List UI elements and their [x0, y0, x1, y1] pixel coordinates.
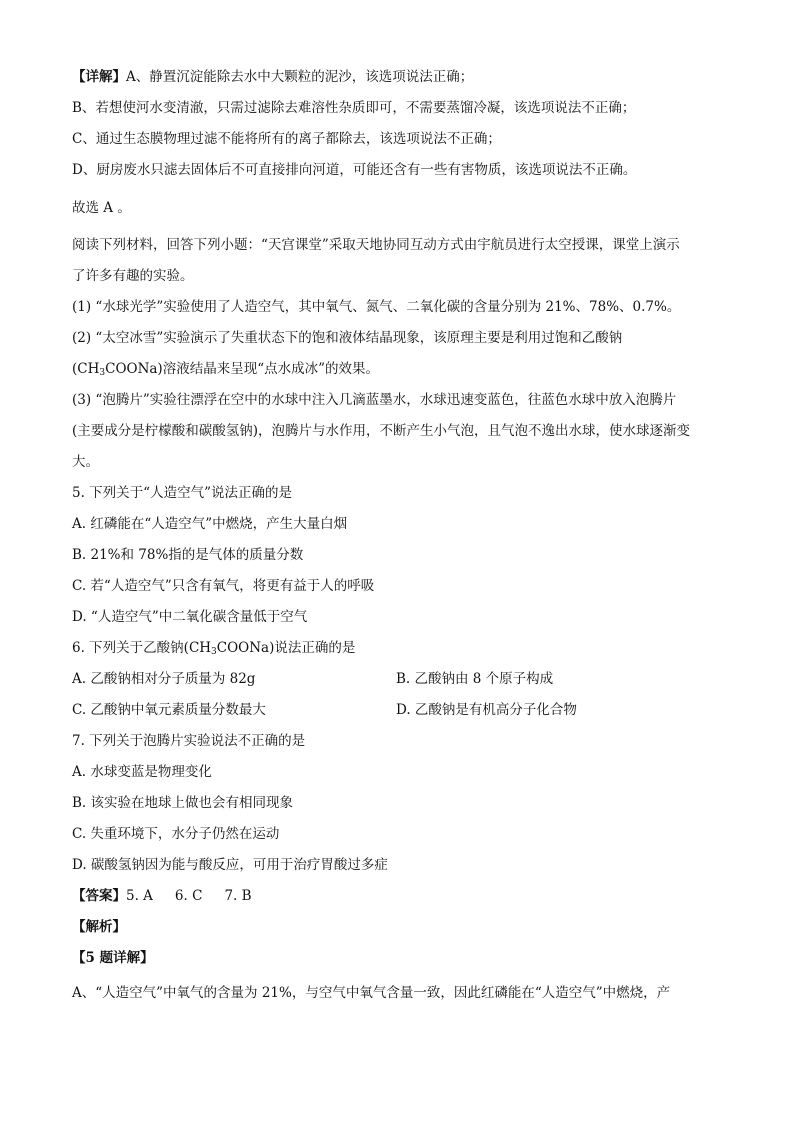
q6-option-a: A. 乙酸钠相对分子质量为 82g	[72, 671, 256, 687]
detail-b: B、若想使河水变清澈，只需过滤除去难溶性杂质即可，不需要蒸馏冷凝，该选项说法不正确；	[72, 100, 636, 116]
q6-row-ab	[72, 669, 722, 689]
material-p2-line2	[72, 359, 722, 379]
material-p3-line2: (主要成分是柠檬酸和碳酸氢钠)，泡腾片与水作用，不断产生小气泡，且气泡不逸出水球，使水球逐渐变	[72, 423, 691, 439]
detail-c: C、通过生态膜物理过滤不能将所有的离子都除去，该选项说法不正确；	[72, 131, 501, 147]
analysis-tag: 【解析】	[72, 919, 126, 935]
q7-option-d: D. 碳酸氢钠因为能与酸反应，可用于治疗胃酸过多症	[72, 857, 388, 873]
q5-option-a: A. 红磷能在“人造空气”中燃烧，产生大量白烟	[72, 516, 348, 532]
q6-stem-post: COONa)说法正确的是	[216, 640, 356, 656]
formula-pre: (CH	[72, 361, 100, 377]
material-intro-1: 阅读下列材料，回答下列小题：“天宫课堂”采取天地协同互动方式由宇航员进行太空授课，课堂上演示	[72, 237, 680, 253]
answer-5: 5. A	[126, 888, 153, 904]
answer-7: 7. B	[224, 888, 252, 904]
q7-stem: 7. 下列关于泡腾片实验说法不正确的是	[72, 733, 306, 749]
answer-line	[72, 886, 722, 906]
material-p2-line1: (2) “太空冰雪”实验演示了失重状态下的饱和液体结晶现象，该原理主要是利用过饱和乙酸钠	[72, 330, 623, 346]
q6-option-d: D. 乙酸钠是有机高分子化合物	[396, 702, 577, 718]
detail-a	[72, 67, 722, 87]
q7-option-a: A. 水球变蓝是物理变化	[72, 764, 212, 780]
q6-option-c: C. 乙酸钠中氧元素质量分数最大	[72, 702, 266, 718]
choose-answer: 故选 A 。	[72, 200, 131, 216]
q5-stem: 5. 下列关于“人造空气”说法正确的是	[72, 485, 292, 501]
detail-tag: 【详解】	[72, 69, 126, 85]
answer-tag: 【答案】	[72, 888, 126, 904]
material-intro-2: 了许多有趣的实验。	[72, 268, 194, 284]
detail-a-text: A、静置沉淀能除去水中大颗粒的泥沙，该选项说法正确；	[126, 69, 474, 85]
q6-stem-pre: 6. 下列关于乙酸钠(CH	[72, 640, 212, 656]
material-p1: (1) “水球光学”实验使用了人造空气，其中氧气、氮气、二氧化碳的含量分别为 21%、78%、0.7%。	[72, 299, 681, 315]
q5-option-b: B. 21%和 78%指的是气体的质量分数	[72, 547, 304, 563]
q6-row-cd	[72, 700, 722, 720]
q7-option-c: C. 失重环境下，水分子仍然在运动	[72, 826, 280, 842]
material-p3-line3: 大。	[72, 454, 99, 470]
material-p3-line1: (3) “泡腾片”实验往漂浮在空中的水球中注入几滴蓝墨水，水球迅速变蓝色，往蓝色水球中放入泡腾片	[72, 392, 677, 408]
detail-d: D、厨房废水只滤去固体后不可直接排向河道，可能还含有一些有害物质，该选项说法不正确。	[72, 162, 637, 178]
q5-detail-a: A、“人造空气”中氧气的含量为 21%，与空气中氧气含量一致，因此红磷能在“人造空气”中燃烧，产	[72, 985, 671, 1001]
formula-post: COONa)溶液结晶来呈现“点水成冰”的效果。	[105, 361, 380, 377]
q5-detail-tag: 【5 题详解】	[72, 950, 154, 966]
q7-option-b: B. 该实验在地球上做也会有相同现象	[72, 795, 294, 811]
q6-stem-sub: 3	[211, 647, 217, 657]
q6-option-b: B. 乙酸钠由 8 个原子构成	[396, 671, 554, 687]
formula-sub: 3	[99, 368, 106, 378]
q5-option-d: D. “人造空气”中二氧化碳含量低于空气	[72, 609, 308, 625]
q5-option-c: C. 若“人造空气”只含有氧气，将更有益于人的呼吸	[72, 578, 375, 594]
answer-6: 6. C	[174, 888, 203, 904]
q6-stem	[72, 638, 722, 658]
